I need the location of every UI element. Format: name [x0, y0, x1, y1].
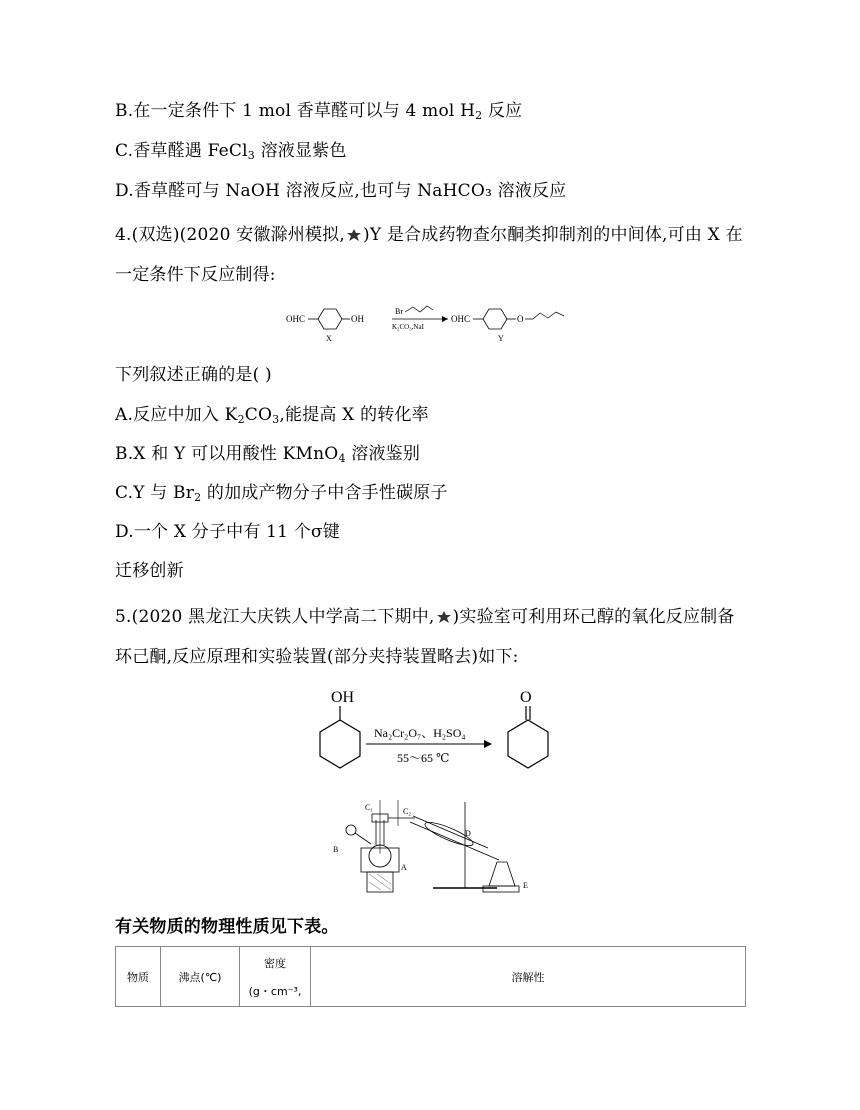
option-c-line: C.香草醛遇 FeCl$_3$ 溶液显紫色: [115, 141, 347, 162]
header-density-label: 密度: [264, 956, 286, 970]
label-d: D: [465, 829, 471, 838]
cyclohexanone-ring: [508, 720, 548, 768]
option-4d: D.一个 X 分子中有 11 个σ键: [115, 522, 340, 542]
option-4b: B.X 和 Y 可以用酸性 KMnO$_4$ 溶液鉴别: [115, 444, 421, 465]
dropping-funnel: [346, 825, 356, 835]
difficulty-star-icon: [345, 228, 363, 242]
label-b: B: [333, 845, 339, 854]
question-5-line-1: 5.(2020 黑龙江大庆铁人中学高二下期中, )实验室可利用环己醇的氧化反应制备: [115, 607, 735, 627]
experimental-apparatus: [325, 796, 535, 900]
question-4-line-1: 4.(双选)(2020 安徽滁州模拟, )Y 是合成药物查尔酮类抑制剂的中间体,可由 X 在: [115, 225, 743, 245]
header-solubility: 溶解性: [311, 947, 746, 1007]
reactant-hydroxyl: OH: [331, 689, 355, 706]
option-d-line: D.香草醛可与 NaOH 溶液反应,也可与 NaHCO₃ 溶液反应: [115, 181, 567, 201]
x-benzene-ring: [318, 309, 342, 329]
oxidant-label: Na₂Cr₂O₇、H₂SO₄: [374, 726, 466, 740]
x-label: X: [326, 334, 332, 343]
cyclohexanol-ring: [320, 720, 360, 768]
receiving-flask: [489, 862, 515, 886]
physical-properties-table: [115, 946, 746, 1007]
question-5-line-2: 环己酮,反应原理和实验装置(部分夹持装置略去)如下:: [115, 647, 519, 667]
header-density-unit: (g・cm⁻³,: [248, 984, 302, 998]
option-4c: C.Y 与 $Br_2$ 的加成产物分子中含手性碳原子: [115, 483, 448, 504]
table-header-row: [116, 947, 746, 1007]
reaction-scheme-x-to-y: [280, 296, 580, 346]
x-aldehyde-group: OHC: [286, 314, 306, 324]
y-label: Y: [498, 334, 504, 343]
header-boiling-point: 沸点(℃): [161, 947, 240, 1007]
header-density: [240, 947, 311, 1007]
reagent-top: Br: [395, 307, 403, 316]
y-ether-oxygen: O: [517, 314, 524, 324]
label-a: A: [401, 863, 407, 872]
question-4-ask: 下列叙述正确的是( ): [115, 365, 272, 385]
question-4-line-2: 一定条件下反应制得:: [115, 265, 276, 285]
temperature-label: 55～65 ℃: [397, 751, 450, 765]
option-4a: A.反应中加入 $K_2CO_3$,能提高 X 的转化率: [115, 405, 429, 426]
label-c2: C₂: [403, 807, 412, 816]
difficulty-star-icon: [435, 610, 453, 624]
header-substance: 物质: [116, 947, 161, 1007]
y-aldehyde-group: OHC: [451, 314, 471, 324]
label-e: E: [523, 881, 528, 890]
y-benzene-ring: [483, 309, 507, 329]
x-hydroxyl-group: OH: [351, 314, 364, 324]
reagent-bottom: K₂CO₃,NaI: [392, 323, 424, 331]
reaction-scheme-cyclohexanol-oxidation: [300, 682, 570, 782]
option-b-line: B.在一定条件下 1 mol 香草醛可以与 4 mol $H_2$ 反应: [115, 101, 523, 122]
table-intro: 有关物质的物理性质见下表。: [115, 917, 339, 937]
label-c1: C₁: [365, 803, 374, 812]
product-carbonyl-oxygen: O: [520, 689, 532, 706]
section-heading: 迁移创新: [115, 561, 184, 581]
